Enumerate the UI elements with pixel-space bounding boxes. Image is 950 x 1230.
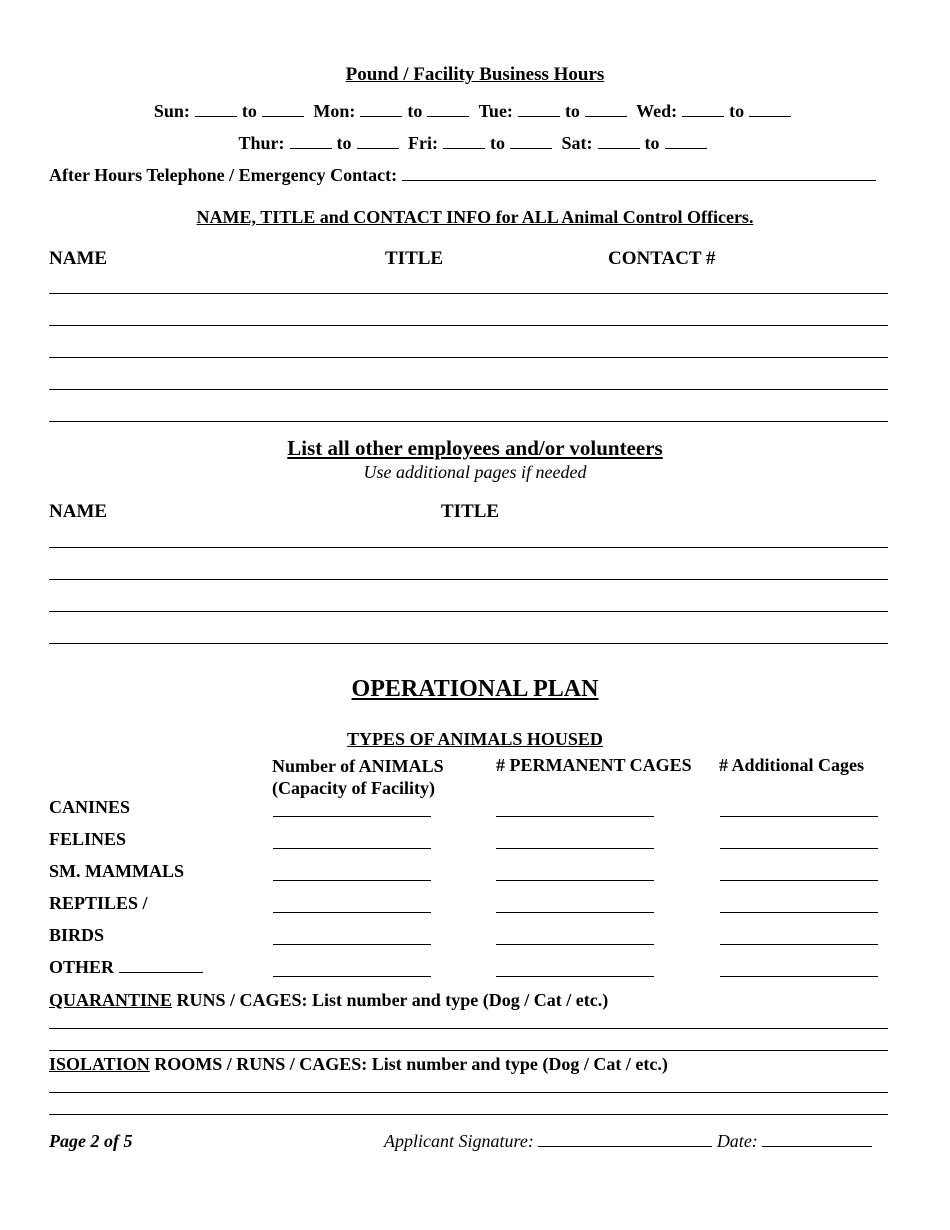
sm-mammals-permanent-field[interactable] <box>496 880 654 881</box>
officer-entry-line[interactable] <box>49 357 888 358</box>
to-label: to <box>729 101 745 121</box>
thu-open-field[interactable] <box>290 134 332 149</box>
hours-row-1 <box>0 101 950 122</box>
employees-col-name: NAME <box>49 501 108 522</box>
col-animals-line2: (Capacity of Facility) <box>272 778 435 798</box>
reptiles-animals-field[interactable] <box>273 912 431 913</box>
isolation-label-rest: ROOMS / RUNS / CAGES: List number and type (Dog / Cat / etc.) <box>149 1054 668 1074</box>
operational-plan-title: OPERATIONAL PLAN <box>351 676 599 702</box>
hours-row-2 <box>0 133 950 154</box>
birds-animals-field[interactable] <box>273 944 431 945</box>
other-animals-field[interactable] <box>273 976 431 977</box>
officer-entry-line[interactable] <box>49 389 888 390</box>
signature-field[interactable] <box>538 1132 712 1147</box>
day-sat-label: Sat: <box>561 133 593 153</box>
to-label: to <box>644 133 660 153</box>
other-type-field[interactable] <box>119 958 203 973</box>
employee-entry-line[interactable] <box>49 643 888 644</box>
employee-entry-line[interactable] <box>49 547 888 548</box>
wed-close-field[interactable] <box>749 102 791 117</box>
other-additional-field[interactable] <box>720 976 878 977</box>
row-label-reptiles: REPTILES / <box>49 893 148 913</box>
birds-permanent-field[interactable] <box>496 944 654 945</box>
sun-open-field[interactable] <box>195 102 237 117</box>
officers-col-title: TITLE <box>385 248 444 269</box>
to-label: to <box>407 101 423 121</box>
col-animals-line1: Number of ANIMALS <box>272 756 444 776</box>
officers-title: NAME, TITLE and CONTACT INFO for ALL Animal Control Officers. <box>196 207 754 227</box>
date-label: Date: <box>716 1131 758 1151</box>
felines-additional-field[interactable] <box>720 848 878 849</box>
day-thu-label: Thur: <box>238 133 285 153</box>
row-label-birds: BIRDS <box>49 925 105 945</box>
quarantine-entry-line[interactable] <box>49 1050 888 1051</box>
after-hours-row <box>49 165 891 186</box>
signature-label: Applicant Signature: <box>384 1131 534 1151</box>
hours-title: Pound / Facility Business Hours <box>345 64 605 85</box>
col-permanent-header: # PERMANENT CAGES <box>496 755 692 775</box>
reptiles-permanent-field[interactable] <box>496 912 654 913</box>
tue-close-field[interactable] <box>585 102 627 117</box>
canines-permanent-field[interactable] <box>496 816 654 817</box>
canines-additional-field[interactable] <box>720 816 878 817</box>
isolation-entry-line[interactable] <box>49 1114 888 1115</box>
to-label: to <box>490 133 505 153</box>
quarantine-label-underlined: QUARANTINE <box>49 990 173 1010</box>
tue-open-field[interactable] <box>518 102 560 117</box>
officer-entry-line[interactable] <box>49 293 888 294</box>
felines-permanent-field[interactable] <box>496 848 654 849</box>
employee-entry-line[interactable] <box>49 611 888 612</box>
row-label-other: OTHER <box>49 957 115 977</box>
employees-col-title: TITLE <box>441 501 500 522</box>
fri-open-field[interactable] <box>443 134 485 149</box>
employees-subtitle: Use additional pages if needed <box>363 462 587 482</box>
employees-title: List all other employees and/or volunteers <box>287 436 663 460</box>
other-permanent-field[interactable] <box>496 976 654 977</box>
date-field[interactable] <box>762 1132 872 1147</box>
sat-open-field[interactable] <box>598 134 640 149</box>
sm-mammals-additional-field[interactable] <box>720 880 878 881</box>
canines-animals-field[interactable] <box>273 816 431 817</box>
isolation-label-underlined: ISOLATION <box>49 1054 150 1074</box>
quarantine-label <box>49 990 608 1011</box>
after-hours-label: After Hours Telephone / Emergency Contact: <box>49 165 398 185</box>
row-other <box>49 957 203 978</box>
signature-row <box>384 1131 872 1152</box>
isolation-label <box>49 1054 668 1075</box>
to-label: to <box>241 101 257 121</box>
sm-mammals-animals-field[interactable] <box>273 880 431 881</box>
col-animals-header <box>272 755 444 799</box>
fri-close-field[interactable] <box>510 134 552 149</box>
sat-close-field[interactable] <box>665 134 707 149</box>
mon-open-field[interactable] <box>360 102 402 117</box>
thu-close-field[interactable] <box>357 134 399 149</box>
day-mon-label: Mon: <box>313 101 356 121</box>
day-sun-label: Sun: <box>153 101 190 121</box>
mon-close-field[interactable] <box>427 102 469 117</box>
reptiles-additional-field[interactable] <box>720 912 878 913</box>
row-label-canines: CANINES <box>49 797 131 817</box>
felines-animals-field[interactable] <box>273 848 431 849</box>
officers-col-contact: CONTACT # <box>608 248 716 269</box>
isolation-entry-line[interactable] <box>49 1092 888 1093</box>
day-fri-label: Fri: <box>408 133 438 153</box>
officers-col-name: NAME <box>49 248 108 269</box>
col-additional-header: # Additional Cages <box>719 755 865 775</box>
officer-entry-line[interactable] <box>49 421 888 422</box>
birds-additional-field[interactable] <box>720 944 878 945</box>
day-wed-label: Wed: <box>636 101 678 121</box>
officer-entry-line[interactable] <box>49 325 888 326</box>
to-label: to <box>564 101 580 121</box>
types-title: TYPES OF ANIMALS HOUSED <box>347 729 603 749</box>
after-hours-field[interactable] <box>402 166 876 181</box>
day-tue-label: Tue: <box>478 101 513 121</box>
sun-close-field[interactable] <box>262 102 304 117</box>
to-label: to <box>336 133 352 153</box>
row-label-sm-mammals: SM. MAMMALS <box>49 861 184 881</box>
row-label-felines: FELINES <box>49 829 127 849</box>
employee-entry-line[interactable] <box>49 579 888 580</box>
wed-open-field[interactable] <box>682 102 724 117</box>
quarantine-label-rest: RUNS / CAGES: List number and type (Dog / Cat / etc.) <box>172 990 609 1010</box>
page-number: Page 2 of 5 <box>49 1131 133 1151</box>
quarantine-entry-line[interactable] <box>49 1028 888 1029</box>
